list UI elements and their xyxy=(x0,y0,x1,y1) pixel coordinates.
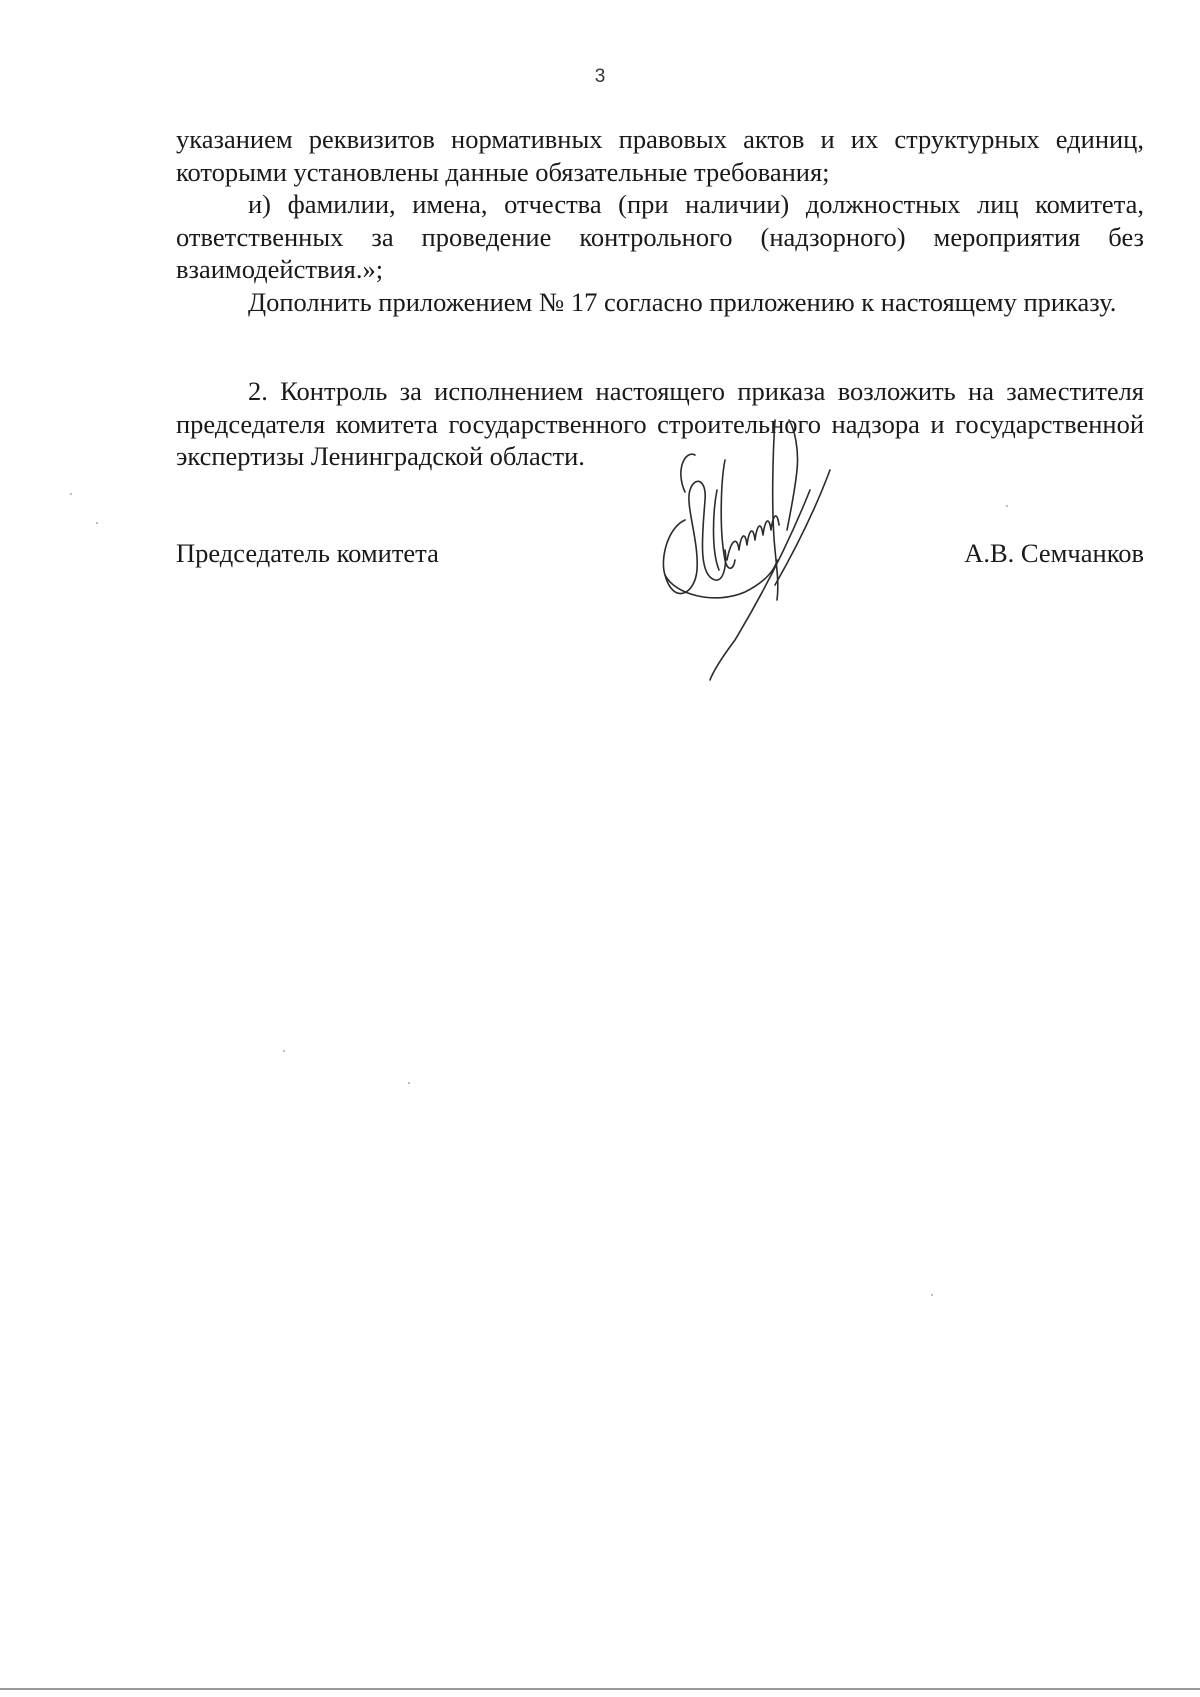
scan-speck xyxy=(1006,505,1008,507)
signer-position: Председатель комитета xyxy=(176,538,439,568)
scan-speck xyxy=(931,1294,933,1296)
page-number: 3 xyxy=(594,66,606,87)
paragraph-item-i: и) фамилии, имена, отчества (при наличии) должностных лиц комитета, ответственных за проведение контрольного (надзорного) мероприятия без взаимодействия.»; xyxy=(176,189,1144,284)
paragraph-add-appendix: Дополнить приложением № 17 согласно приложению к настоящему приказу. xyxy=(248,286,1117,317)
scan-speck xyxy=(70,493,72,495)
handwritten-signature xyxy=(655,410,895,700)
scan-speck xyxy=(408,1082,410,1084)
paragraph-control-clause: 2. Контроль за исполнением настоящего приказа возложить на заместителя председателя комитета государственного строительного надзора и государственной экспертизы Ленинградской области. xyxy=(176,376,1144,471)
scan-speck xyxy=(96,522,98,524)
scan-speck xyxy=(283,1050,285,1052)
continuation-text-block xyxy=(176,123,1144,318)
paragraph-requirements-continuation: указанием реквизитов нормативных правовых актов и их структурных единиц, которыми установлены данные обязательные требования; xyxy=(176,124,1144,187)
signer-name: А.В. Семчанков xyxy=(964,538,1144,568)
scan-edge-line xyxy=(0,1688,1200,1690)
